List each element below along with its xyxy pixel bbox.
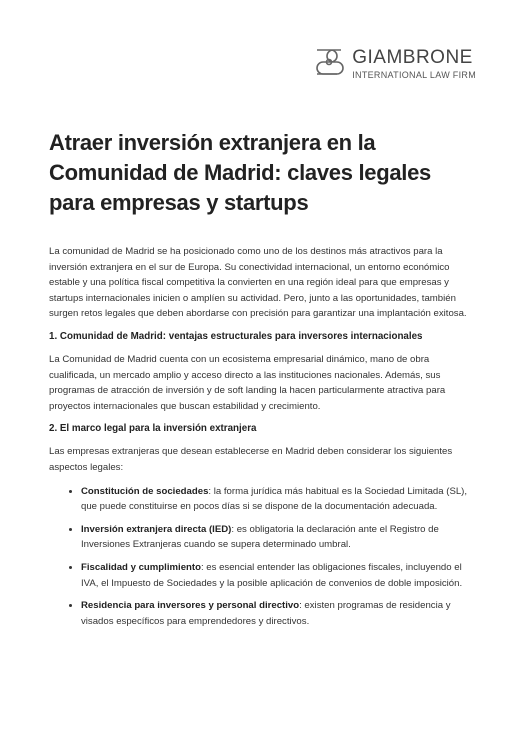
- list-item-term: Inversión extranjera directa (IED): [81, 523, 232, 535]
- firm-logo-icon: [312, 44, 346, 84]
- document-body: [49, 244, 479, 636]
- list-item: [81, 598, 479, 629]
- legal-aspects-list: [49, 484, 479, 630]
- list-item: [81, 522, 479, 553]
- section-1-body: La Comunidad de Madrid cuenta con un ecosistema empresarial dinámico, mano de obra cualificada, un mercado amplio y acceso directo a las instituciones nacionales. Además, sus programas de atracción de inversión y de soft landing la hacen particularmente atractiva para proyectos internacionales que buscan estabilidad y crecimiento.: [49, 353, 446, 412]
- section-2-heading: 2. El marco legal para la inversión extranjera: [49, 423, 257, 435]
- list-item: [81, 560, 479, 591]
- list-item-term: Fiscalidad y cumplimiento: [81, 561, 201, 573]
- list-item-term: Residencia para inversores y personal directivo: [81, 600, 300, 612]
- firm-logo: [312, 44, 476, 84]
- section-2-body: Las empresas extranjeras que desean establecerse en Madrid deben considerar los siguientes aspectos legales:: [49, 446, 453, 473]
- logo-name: GIAMBRONE: [352, 47, 473, 68]
- list-item-text: : es esencial entender las obligaciones fiscales, incluyendo el IVA, el Impuesto de Sociedades y la posible aplicación de convenios de doble imposición.: [81, 561, 463, 589]
- section-1-heading: 1. Comunidad de Madrid: ventajas estructurales para inversores internacionales: [49, 330, 423, 342]
- intro-paragraph: La comunidad de Madrid se ha posicionado como uno de los destinos más atractivos para la inversión extranjera en el sur de Europa. Su conectividad internacional, un entorno económico estable y una política fiscal competitiva la convierten en una región ideal para que empresas y startups internacionales inicien o amplíen su actividad. Pero, junto a las oportunidades, también surgen retos legales que deben abordarse con precisión para garantizar una implantación exitosa.: [49, 246, 467, 320]
- list-item-text: : existen programas de residencia y visados específicos para emprendedores y directivos.: [81, 600, 451, 627]
- list-item-text: : la forma jurídica más habitual es la Sociedad Limitada (SL), que puede constituirse en pocos días si se dispone de la documentación adecuada.: [81, 485, 468, 513]
- document-title: Atraer inversión extranjera en la Comunidad de Madrid: claves legales para empresas y startups: [49, 130, 431, 215]
- list-item-text: : es obligatoria la declaración ante el Registro de Inversiones Extranjeras cuando se supera determinado umbral.: [81, 523, 439, 551]
- list-item-term: Constitución de sociedades: [81, 485, 209, 497]
- logo-subtitle: INTERNATIONAL LAW FIRM: [352, 70, 476, 80]
- list-item: [81, 484, 479, 515]
